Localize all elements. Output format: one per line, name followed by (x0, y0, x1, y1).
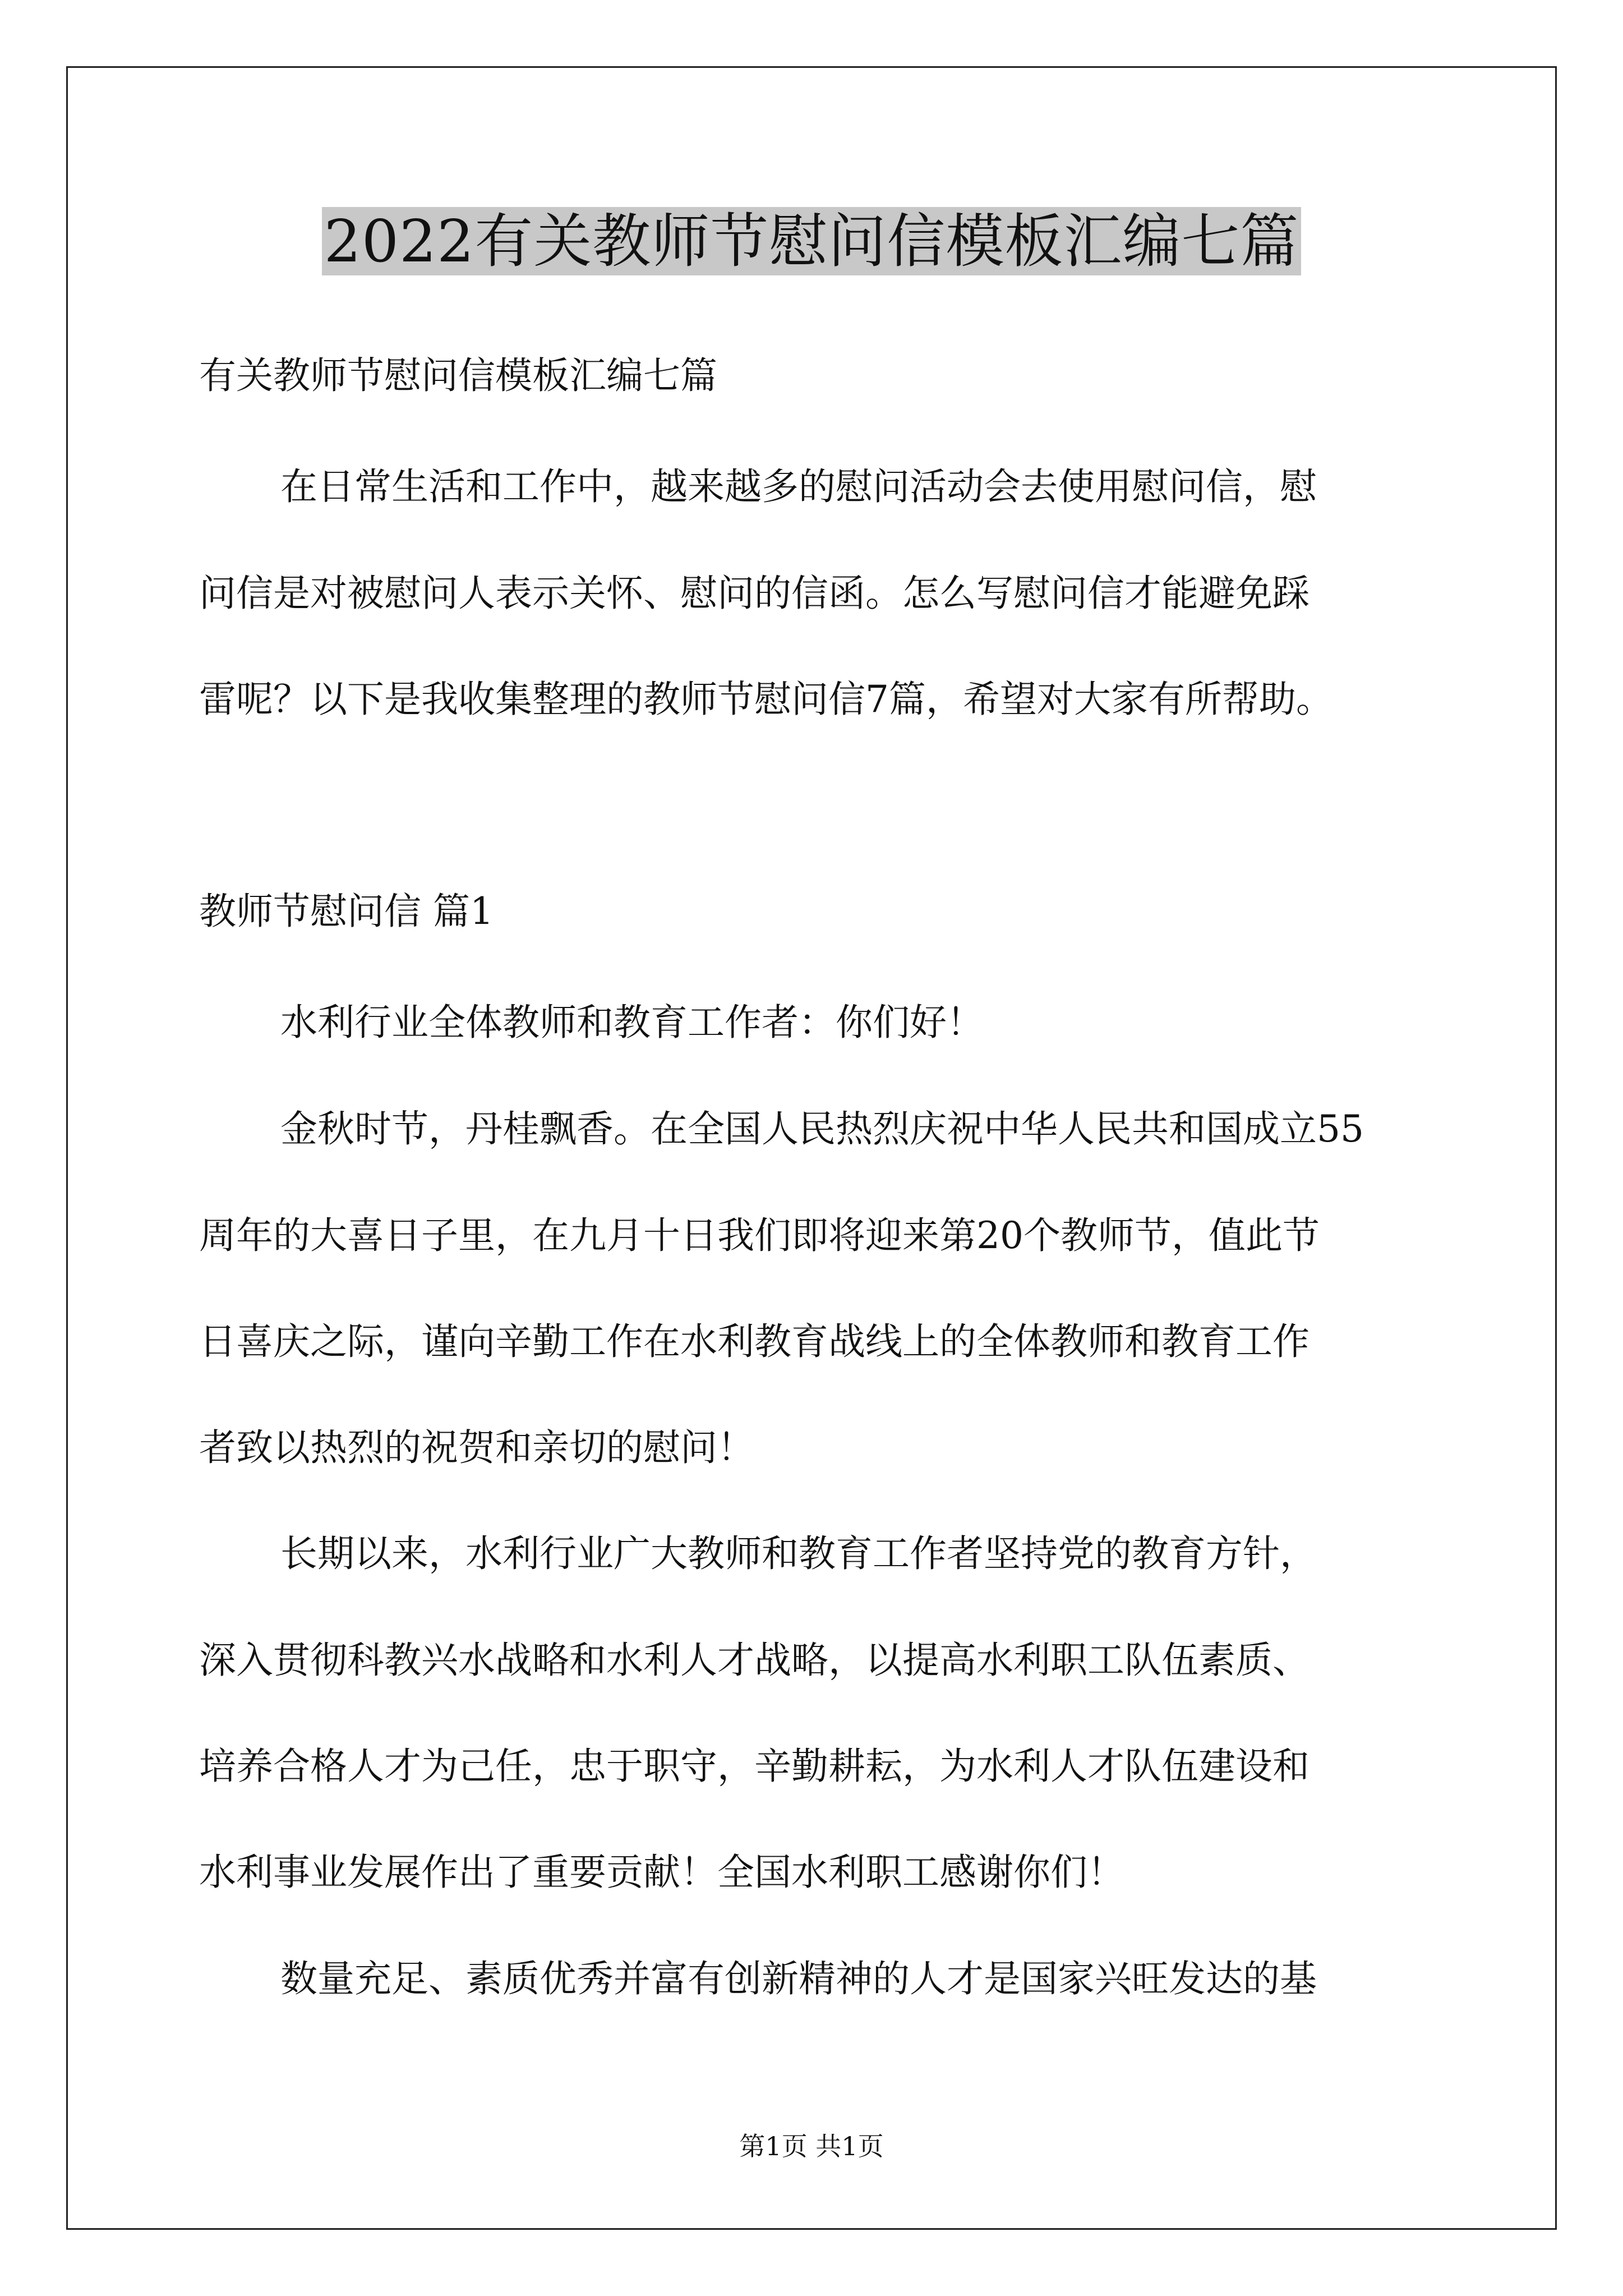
paragraph-line: 深入贯彻科教兴水战略和水利人才战略，以提高水利职工队伍素质、 (199, 1639, 1310, 1682)
intro-line: 在日常生活和工作中，越来越多的慰问活动会去使用慰问信，慰 (280, 465, 1317, 508)
paragraph-line: 培养合格人才为己任，忠于职守，辛勤耕耘，为水利人才队伍建设和 (199, 1745, 1310, 1788)
intro-line: 问信是对被慰问人表示关怀、慰问的信函。怎么写慰问信才能避免踩 (199, 572, 1310, 615)
intro-line: 雷呢？以下是我收集整理的教师节慰问信7篇，希望对大家有所帮助。 (199, 678, 1333, 721)
section-heading: 教师节慰问信 篇1 (199, 890, 494, 933)
paragraph-line: 数量充足、素质优秀并富有创新精神的人才是国家兴旺发达的基 (280, 1957, 1317, 2000)
paragraph-line: 长期以来，水利行业广大教师和教育工作者坚持党的教育方针， (280, 1532, 1317, 1575)
document-title (0, 202, 1623, 280)
subtitle: 有关教师节慰问信模板汇编七篇 (199, 354, 717, 397)
paragraph-line: 周年的大喜日子里，在九月十日我们即将迎来第20个教师节，值此节 (199, 1214, 1320, 1257)
paragraph-line: 日喜庆之际，谨向辛勤工作在水利教育战线上的全体教师和教育工作 (199, 1320, 1310, 1363)
paragraph-line: 金秋时节，丹桂飘香。在全国人民热烈庆祝中华人民共和国成立55 (280, 1107, 1364, 1151)
paragraph-line: 水利事业发展作出了重要贡献！全国水利职工感谢你们！ (199, 1851, 1124, 1894)
document-title-text: 2022有关教师节慰问信模板汇编七篇 (322, 207, 1302, 275)
paragraph-line: 者致以热烈的祝贺和亲切的慰问！ (199, 1426, 754, 1469)
page-footer: 第1页 共1页 (739, 2131, 884, 2161)
salutation: 水利行业全体教师和教育工作者：你们好！ (280, 1001, 984, 1044)
